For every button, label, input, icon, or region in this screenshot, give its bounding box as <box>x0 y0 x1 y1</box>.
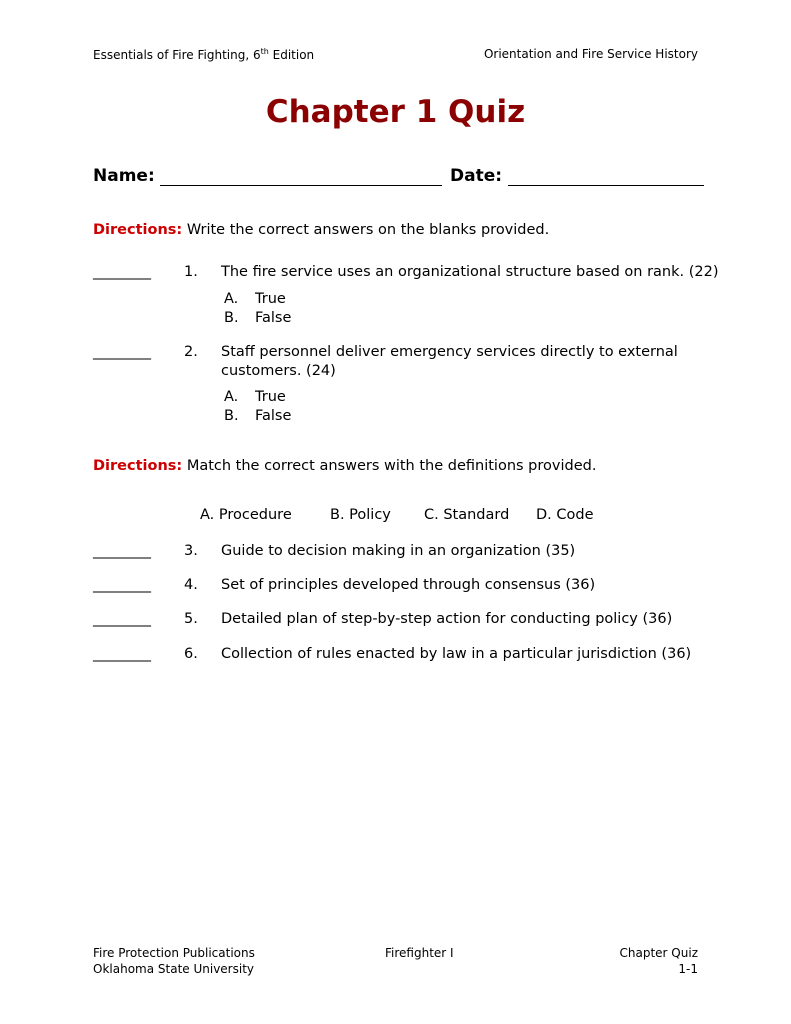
option-text: False <box>255 408 292 424</box>
name-label: Name: <box>93 166 155 186</box>
choice-standard: C. Standard <box>424 507 510 523</box>
question-number-5: 5. <box>184 611 198 627</box>
date-label: Date: <box>450 166 503 186</box>
answer-blank-5[interactable]: ________ <box>93 611 151 627</box>
question-text-2-cont: customers. (24) <box>221 363 336 379</box>
choice-procedure: A. Procedure <box>200 507 292 523</box>
directions-2: Directions: Match the correct answers with the definitions provided. <box>93 458 597 474</box>
question-number-6: 6. <box>184 646 198 662</box>
question-text-6: Collection of rules enacted by law in a particular jurisdiction (36) <box>221 646 692 662</box>
header-book-title: Essentials of Fire Fighting, 6th Edition <box>93 47 315 62</box>
question-text-2: Staff personnel deliver emergency services directly to external <box>221 344 678 360</box>
answer-blank-4[interactable]: ________ <box>93 577 151 593</box>
option-text: True <box>255 291 286 307</box>
question-number-2: 2. <box>184 344 198 360</box>
page-title: Chapter 1 Quiz <box>265 94 526 130</box>
question-text-4: Set of principles developed through consensus (36) <box>221 577 596 593</box>
choice-policy: B. Policy <box>330 507 391 523</box>
option-letter: B. <box>224 408 239 424</box>
question-number-4: 4. <box>184 577 198 593</box>
option-letter: A. <box>224 389 239 405</box>
directions-1: Directions: Write the correct answers on the blanks provided. <box>93 222 550 238</box>
option-letter: A. <box>224 291 239 307</box>
option-text: False <box>255 310 292 326</box>
date-blank-line[interactable] <box>508 185 704 186</box>
option-letter: B. <box>224 310 239 326</box>
answer-blank-3[interactable]: ________ <box>93 543 151 559</box>
header-chapter-topic: Orientation and Fire Service History <box>483 47 698 61</box>
question-text-3: Guide to decision making in an organization (35) <box>221 543 576 559</box>
footer-university: Oklahoma State University <box>93 962 254 976</box>
footer-doc-type: Chapter Quiz <box>619 946 698 960</box>
question-number-1: 1. <box>184 264 198 280</box>
choice-code: D. Code <box>536 507 594 523</box>
answer-blank-1[interactable]: ________ <box>93 264 151 280</box>
question-text-5: Detailed plan of step-by-step action for conducting policy (36) <box>221 611 673 627</box>
footer-publisher: Fire Protection Publications <box>93 946 255 960</box>
question-number-3: 3. <box>184 543 198 559</box>
footer-page-number: 1-1 <box>678 962 698 976</box>
question-text-1: The fire service uses an organizational structure based on rank. (22) <box>221 264 719 280</box>
option-text: True <box>255 389 286 405</box>
answer-blank-6[interactable]: ________ <box>93 646 151 662</box>
answer-blank-2[interactable]: ________ <box>93 344 151 360</box>
name-blank-line[interactable] <box>160 185 442 186</box>
footer-course: Firefighter I <box>385 946 454 960</box>
